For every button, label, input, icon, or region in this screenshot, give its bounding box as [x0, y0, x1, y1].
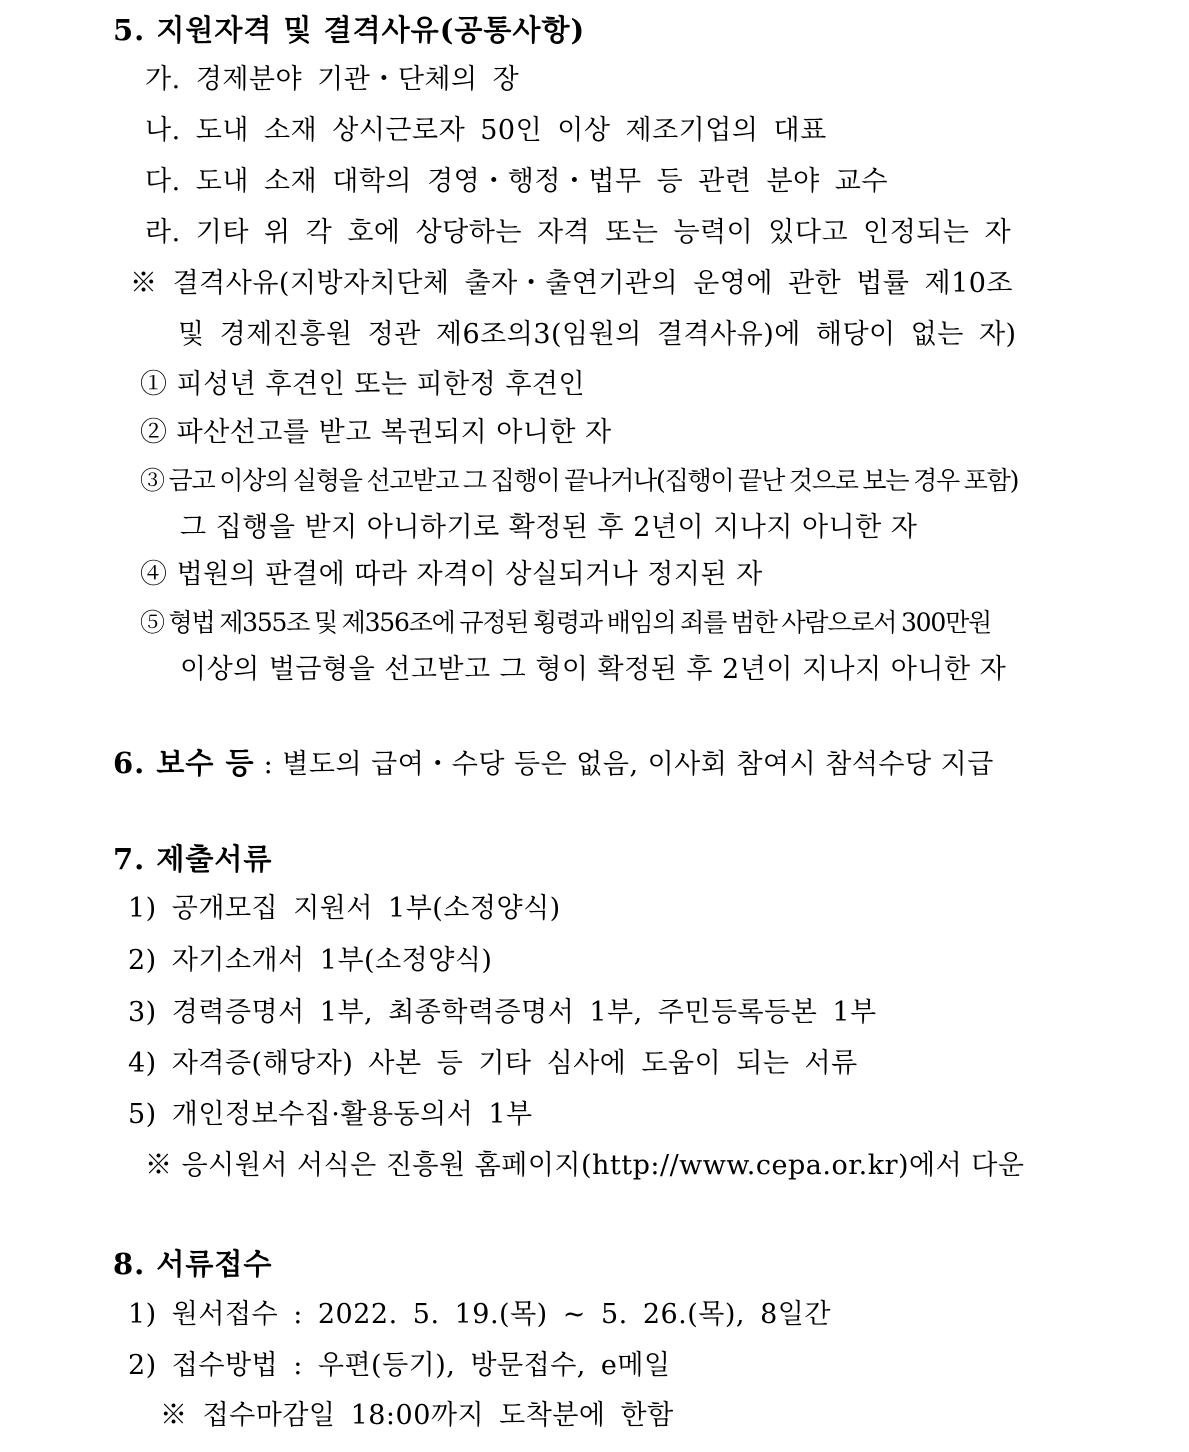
- document-item: 1) 공개모집 지원서 1부(소정양식): [128, 893, 561, 924]
- section-6-text: : 별도의 급여・수당 등은 없음, 이사회 참여시 참석수당 지급: [263, 749, 994, 780]
- section-5-note: ※ 결격사유(지방자치단체 출자・출연기관의 운영에 관한 법률 제10조: [130, 268, 1014, 299]
- section-6-title: 6. 보수 등: [113, 746, 255, 780]
- section-5-note-continued: 및 경제진흥원 정관 제6조의3(임원의 결격사유)에 해당이 없는 자): [178, 319, 1017, 350]
- disqualification-item-continued: 그 집행을 받지 아니하기로 확정된 후 2년이 지나지 아니한 자: [180, 512, 918, 543]
- section-5-item: 가. 경제분야 기관・단체의 장: [145, 64, 520, 95]
- section-7-title: 7. 제출서류: [113, 842, 273, 876]
- disqualification-item: ① 피성년 후견인 또는 피한정 후견인: [140, 369, 586, 400]
- section-6-row: [113, 745, 994, 783]
- section-5-item: 나. 도내 소재 상시근로자 50인 이상 제조기업의 대표: [145, 115, 827, 146]
- disqualification-item: ② 파산선고를 받고 복권되지 아니한 자: [140, 417, 612, 448]
- document-item: 2) 자기소개서 1부(소정양식): [128, 945, 493, 976]
- disqualification-item: ⑤ 형법 제355조 및 제356조에 규정된 횡령과 배임의 죄를 범한 사람으로서 300만원: [140, 608, 991, 637]
- section-5-item: 다. 도내 소재 대학의 경영・행정・법무 등 관련 분야 교수: [145, 166, 888, 197]
- document-item: 4) 자격증(해당자) 사본 등 기타 심사에 도움이 되는 서류: [128, 1048, 858, 1079]
- section-5-title: 5. 지원자격 및 결격사유(공통사항): [113, 13, 586, 47]
- document-item: 3) 경력증명서 1부, 최종학력증명서 1부, 주민등록등본 1부: [128, 997, 877, 1028]
- section-5-item: 라. 기타 위 각 호에 상당하는 자격 또는 능력이 있다고 인정되는 자: [145, 217, 1012, 248]
- disqualification-item-continued: 이상의 벌금형을 선고받고 그 형이 확정된 후 2년이 지나지 아니한 자: [180, 654, 1007, 685]
- section-8-note: ※ 접수마감일 18:00까지 도착분에 한함: [160, 1400, 674, 1431]
- section-7-note: ※ 응시원서 서식은 진흥원 홈페이지(http://www.cepa.or.kr)에서 다운: [145, 1150, 1025, 1181]
- document-item: 5) 개인정보수집·활용동의서 1부: [128, 1099, 533, 1130]
- disqualification-item: ③ 금고 이상의 실형을 선고받고 그 집행이 끝나거나(집행이 끝난 것으로 보는 경우 포함): [140, 466, 1019, 495]
- section-8-title: 8. 서류접수: [113, 1247, 273, 1281]
- submission-item: 2) 접수방법 : 우편(등기), 방문접수, e메일: [128, 1350, 671, 1381]
- submission-item: 1) 원서접수 : 2022. 5. 19.(목) ~ 5. 26.(목), 8일간: [128, 1299, 831, 1330]
- disqualification-item: ④ 법원의 판결에 따라 자격이 상실되거나 정지된 자: [140, 559, 763, 590]
